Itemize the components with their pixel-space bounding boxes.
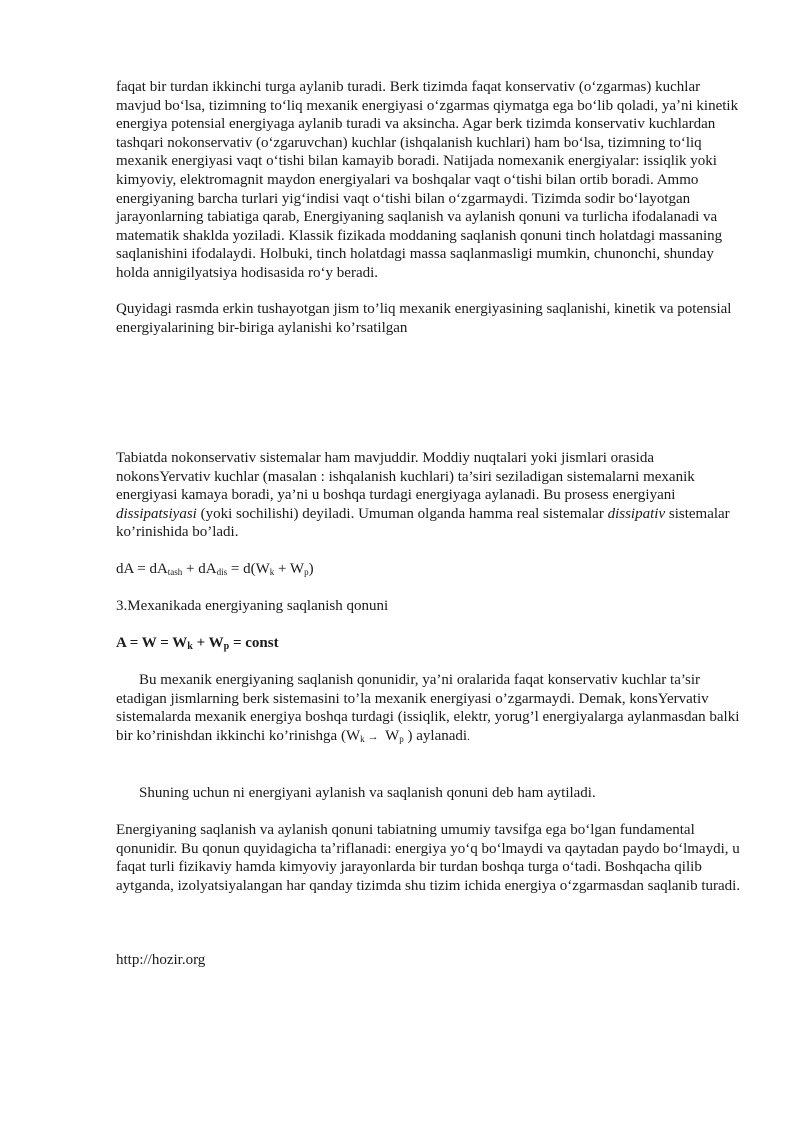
p3-emphasis-dissipatsiyasi: dissipatsiyasi: [116, 505, 197, 522]
eq1-plus2: + W: [274, 561, 305, 577]
eq1-mid: = d(W: [227, 561, 270, 577]
p3-emphasis-dissipativ: dissipativ: [607, 505, 666, 522]
paragraph-energy-conservation-intro: faqat bir turdan ikkinchi turga aylanib turadi. Berk tizimda faqat konservativ (oʻzgarmas) kuchlar mavjud boʻlsa, tizimning toʻliq mexanik energiyasi oʻzgarmas qiymatga ega boʻlib qoladi, yaʼni kinetik energiya potensial energiyaga aylanib turadi va aksincha. Agar berk tizimda konservativ kuchlardan tashqari nokonservativ (oʻzgaruvchan) kuchlar (ishqalanish kuchlari) ham boʻlsa, tizimning toʻliq mexanik energiyasi vaqt oʻtishi bilan kamayib boradi. Natijada nomexanik energiyalar: issiqlik yoki kimyoviy, elektromagnit maydon energiyalari va boshqalar vaqt oʻtishi bilan ortib boradi. Ammo energiyaning barcha turlari yigʻindisi vaqt oʻtishi bilan oʻzgarmaydi. Tizimda sodir boʻlayotgan jarayonlarning tabiatiga qarab, Energiyaning saqlanish va aylanish qonuni va turlicha ifodalanadi va matematik shaklda yoziladi. Klassik fizikada moddaning saqlanish qonuni tinch holatdagi massaning saqlanishini ifodalaydi. Holbuki, tinch holatdagi massa saqlanmasligi mumkin, chunonchi, shunday holda annigilyatsiya hodisasida roʻy beradi.: [116, 79, 739, 281]
paragraph-figure-caption: Quyidagi rasmda erkin tushayotgan jism to’liq mexanik energiyasining saqlanishi, kinetik va potensial energiyalarining bir-biriga aylanishi ko’rsatilgan: [116, 301, 732, 336]
p4-end: ) aylanadi: [403, 727, 468, 744]
figure-placeholder: [116, 345, 746, 445]
p4-sub-p: p: [399, 733, 404, 744]
equation-work-differential: [116, 560, 746, 579]
paragraph-fundamental-law: Energiyaning saqlanish va aylanish qonuni tabiatning umumiy tavsifga ega boʻlgan fundamental qonunidir. Bu qonun quyidagicha taʼriflanadi: energiya yoʻq boʻlmaydi va qaytadan paydo boʻlmaydi, u faqat turli fizikaviy hamda kimyoviy jarayonlarda bir turdan boshqa turga oʻtadi. Boshqacha qilib aytganda, izolyatsiyalangan har qanday tizimda shu tizim ichida energiya oʻzgarmasdan saqlanib turadi.: [116, 822, 741, 894]
p3-text-1: Tabiatda nokonservativ sistemalar ham mavjuddir. Moddiy nuqtalari yoki jismlari orasida nokonsYervativ kuchlar (masalan : ishqalanish kuchlari) ta’siri seziladigan sistemalarni mexanik energiyasi kamaya boradi, ya’ni u boshqa turdagi energiyaga aylanadi. Bu prosess energiyani: [116, 450, 695, 504]
eq2-plus: + W: [192, 635, 224, 651]
p4-mid: W: [381, 727, 400, 744]
eq1-plus: + dA: [182, 561, 217, 577]
eq1-sub-k: k: [269, 567, 275, 577]
p4-sub-k: k: [360, 733, 365, 744]
p3-text-3: sistemalar ko’rinishida bo’ladi.: [116, 505, 730, 541]
section-heading: 3.Mexanikada energiyaning saqlanish qonuni: [116, 598, 389, 614]
paragraph-law-name: Shuning uchun ni energiyani aylanish va saqlanish qonuni deb ham aytiladi.: [139, 785, 596, 801]
eq2-sub-p: p: [223, 641, 230, 652]
paragraph-conservation-law: [116, 671, 746, 746]
eq2-lhs: A = W = W: [116, 635, 188, 651]
eq2-sub-k: k: [187, 641, 193, 652]
eq2-end: = const: [229, 635, 279, 651]
p4-text: Bu mexanik energiyaning saqlanish qonunidir, ya’ni oralarida faqat konservativ kuchlar ta’sir etadigan jismlarning berk sistemasini to’la mexanik energiyasi o’zgarmaydi. Demak, konsYervativ sistemalarda mexanik energiya boshqa turdagi (issiqlik, elektr, yorug’l energiyalarga aylanmasdan balki bir ko’rinishdan ikkinchi ko’rinishga (W: [116, 672, 740, 744]
eq1-end: ): [308, 561, 314, 577]
source-link[interactable]: http://hozir.org: [116, 952, 206, 968]
eq1-sub-tash: tash: [167, 567, 183, 577]
eq1-lhs: dA = dA: [116, 561, 168, 577]
p4-dot: .: [467, 730, 470, 743]
equation-energy-const: [116, 634, 746, 653]
arrow-icon: →: [367, 730, 379, 743]
eq1-sub-dis: dis: [216, 567, 228, 577]
eq1-sub-p: p: [304, 567, 309, 577]
paragraph-nonconservative-systems: [116, 449, 746, 542]
p3-text-2: (yoki sochilishi) deyiladi. Umuman olganda hamma real sistemalar: [196, 505, 608, 522]
